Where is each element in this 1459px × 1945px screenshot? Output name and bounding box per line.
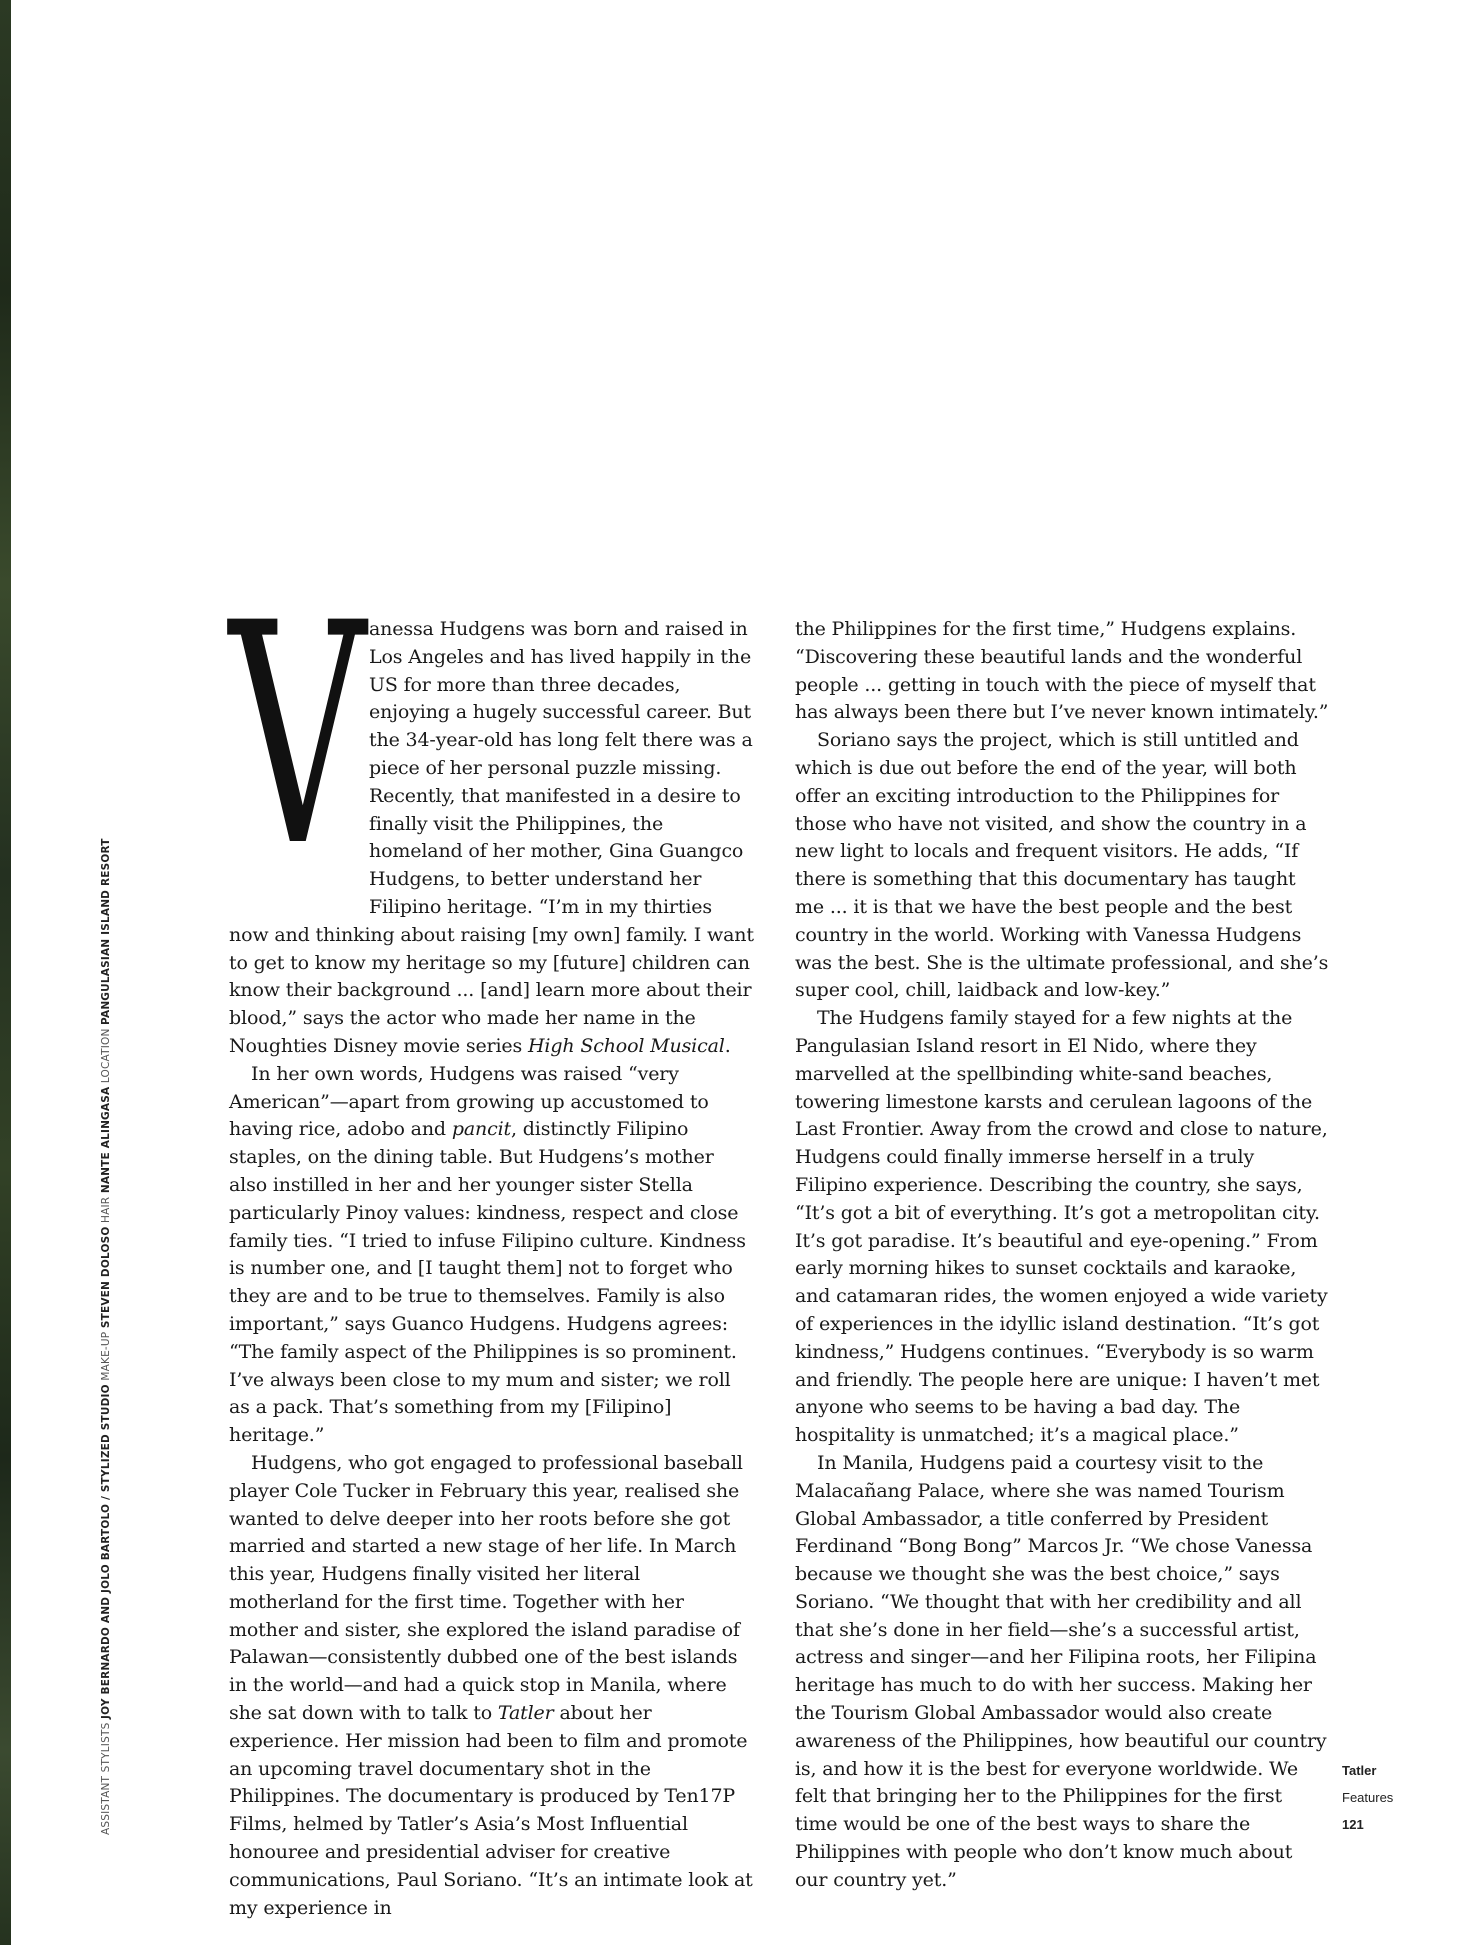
drop-cap: V — [229, 558, 366, 913]
food-term: pancit — [451, 1118, 512, 1141]
paragraph-text: about her experience. Her mission had been to film and promote an upcoming travel documentary shot in the Philippines. The documentary is produced by Ten17P Films, helmed by Tatler’s Asia’s Most Influential honouree and presidential adviser for creative communications, Paul Soriano. “It’s an intimate look at my experience in — [229, 1702, 753, 1919]
assistant-stylists-label: ASSISTANT STYLISTS — [100, 1722, 112, 1835]
article-column-left — [229, 558, 754, 1922]
paragraph-text: , distinctly Filipino staples, on the dining table. But Hudgens’s mother also instilled in her and her younger sister Stella particularly Pinoy values: kindness, respect and close family ties. “I tried to infuse Filipino culture. Kindness is number one, and [I taught them] not to forget who they are and to be true to themselves. Family is also important,” says Guanco Hudgens. Hudgens agrees: “The family aspect of the Philippines is so prominent. I’ve always been close to my mum and sister; we roll as a pack. That’s something from my [Filipino] heritage.” — [229, 1118, 746, 1447]
paragraph-text: In her own words, Hudgens was raised “very American”—apart from growing up accustomed to having rice, adobo and — [229, 1062, 709, 1141]
location-name: PANGULASIAN ISLAND RESORT — [100, 838, 112, 1025]
paragraph-text: . — [724, 1034, 731, 1057]
makeup-name: STEVEN DOLOSO — [100, 1226, 112, 1329]
hair-name: NANTE ALINGASA — [100, 1086, 112, 1194]
article-paragraph — [229, 1450, 754, 1923]
article-paragraph: the Philippines for the first time,” Hudgens explains. “Discovering these beautiful lands and the wonderful people ... getting in touch with the piece of myself that has always been there but I’ve never known intimately.” — [795, 618, 1329, 724]
section-name: Features — [1342, 1790, 1394, 1805]
article-paragraph: Soriano says the project, which is still untitled and which is due out before the end of the year, will both offer an exciting introduction to the Philippines for those who have not visited, and show the country in a new light to locals and frequent visitors. He adds, “If there is something that this documentary has taught me ... it is that we have the best people and the best country in the world. Working with Vanessa Hudgens was the best. She is the ultimate professional, and she’s super cool, chill, laidback and low-key.” — [795, 729, 1329, 1002]
paragraph-text: anessa Hudgens was born and raised in Los Angeles and has lived happily in the US for more than three decades, enjoying a hugely successful career. But the 34-year-old has long felt there was a piece of her personal puzzle missing. Recently, that manifested in a desire to finally visit the Philippines, the homeland of her mother, Gina Guangco Hudgens, to better understand her Filipino heritage. “I’m in my thirties now and thinking about raising [my own] family. I want to get to know my heritage so my [future] children can know their background ... [and] learn more about their blood,” says the actor who made her name in the Noughties Disney movie series — [229, 618, 754, 1057]
magazine-name: Tatler — [1342, 1763, 1377, 1778]
photo-edge-strip — [0, 0, 11, 1945]
hair-label: HAIR — [100, 1196, 112, 1223]
magazine-title: Tatler — [497, 1702, 554, 1725]
show-title: High School Musical — [528, 1034, 725, 1057]
article-paragraph: The Hudgens family stayed for a few nights at the Pangulasian Island resort in El Nido, where they marvelled at the spellbinding white-sand beaches, towering limestone karsts and cerulean lagoons of the Last Frontier. Away from the crowd and close to nature, Hudgens could finally immerse herself in a truly Filipino experience. Describing the country, she says, “It’s got a bit of everything. It’s got a metropolitan city. It’s got paradise. It’s beautiful and eye-opening.” From early morning hikes to sunset cocktails and karaoke, and catamaran rides, the women enjoyed a wide variety of experiences in the idyllic island destination. “It’s got kindness,” Hudgens continues. “Everybody is so warm and friendly. The people here are unique: I haven’t met anyone who seems to be having a bad day. The hospitality is unmatched; it’s a magical place.” — [795, 1007, 1328, 1447]
article-paragraph: In Manila, Hudgens paid a courtesy visit to the Malacañang Palace, where she was named Tourism Global Ambassador, a title conferred by President Ferdinand “Bong Bong” Marcos Jr. “We chose Vanessa because we thought she was the best choice,” says Soriano. “We thought that with her credibility and all that she’s done in her field—she’s a successful artist, actress and singer—and her Filipina roots, her Filipina heritage has much to do with her success. Making her the Tourism Global Ambassador would also create awareness of the Philippines, how beautiful our country is, and how it is the best for everyone worldwide. We felt that bringing her to the Philippines for the first time would be one of the best ways to share the Philippines with people who don’t know much about our country yet.” — [795, 1451, 1327, 1891]
assistant-stylists-names: JOY BERNARDO AND JOLO BARTOLO / STYLIZED STUDIO — [100, 1384, 112, 1719]
photo-credits — [100, 838, 120, 1835]
article-column-right — [795, 616, 1330, 1895]
makeup-label: MAKE-UP — [100, 1331, 112, 1381]
article-paragraph — [229, 1061, 754, 1450]
page-number: 121 — [1342, 1817, 1364, 1832]
location-label: LOCATION — [100, 1028, 112, 1084]
paragraph-text: Hudgens, who got engaged to professional baseball player Cole Tucker in February this year, realised she wanted to delve deeper into her roots before she got married and started a new stage of her life. In March this year, Hudgens finally visited her literal motherland for the first time. Together with her mother and sister, she explored the island paradise of Palawan—consistently dubbed one of the best islands in the world—and had a quick stop in Manila, where she sat down with to talk to — [229, 1451, 743, 1725]
page-folio — [1342, 1757, 1393, 1838]
